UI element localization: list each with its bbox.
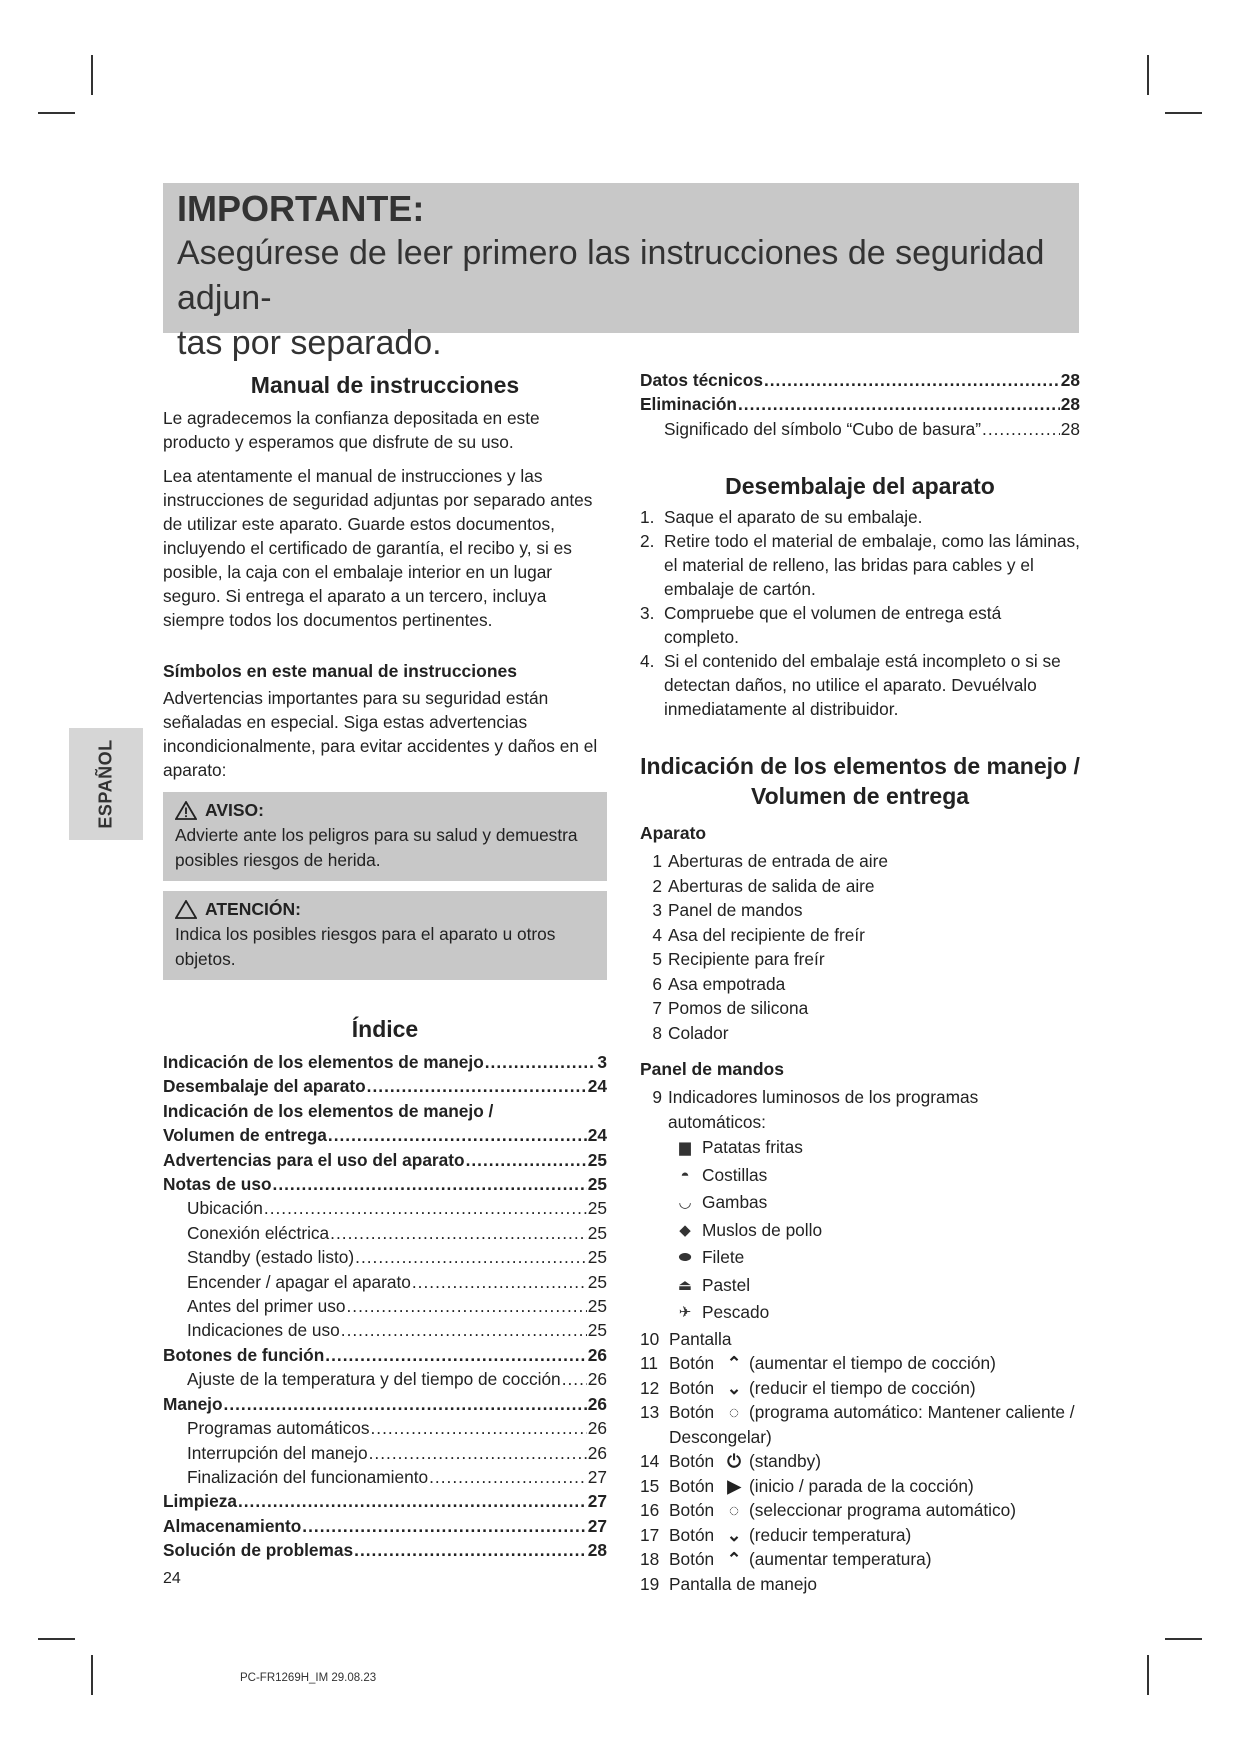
aviso-text: Advierte ante los peligros para su salud y demuestra posibles riesgos de herida. [175,825,578,870]
toc-leader-dots [367,1074,587,1098]
program-indicator [640,1134,1080,1162]
button-word: Botón [669,1402,715,1423]
toc-leader-dots [328,1123,587,1147]
panel-item [640,1572,1080,1597]
item-text: (programa automático: Mantener caliente / Descongelar) [669,1402,1075,1447]
item-text: (inicio / parada de la cocción) [748,1475,974,1496]
unpack-step-number: 2. [640,531,655,552]
elements-title-2: Volumen de entrega [750,783,970,810]
panel-item [640,1547,1080,1572]
cake-icon: ⏏ [677,1276,693,1294]
aparato-item [640,1021,1080,1046]
toc-entry [163,1123,607,1147]
unpack-step-number: 1. [640,507,655,528]
item-text: Pantalla [669,1328,732,1349]
elements-title-1: Indicación de los elementos de manejo / [640,753,1080,780]
atencion-box [163,891,607,980]
down-arrow-icon: ⌄ [726,1377,742,1398]
item-text: (aumentar temperatura) [748,1549,932,1570]
panel-item [640,1400,1080,1449]
toc-entry-label: Antes del primer uso [187,1296,346,1317]
toc-leader-dots [562,1367,587,1391]
banner-line-1: Asegúrese de leer primero las instrucciones de seguridad adjun- [177,234,1045,317]
item-text: (standby) [748,1451,822,1472]
button-word: Botón [669,1475,715,1496]
up-arrow-icon: ⌃ [726,1353,742,1374]
item-number: 16 [640,1500,660,1521]
warning-triangle-icon [175,801,197,820]
item-number: 4 [652,924,662,945]
unpack-step-text: Saque el aparato de su embalaje. [664,507,923,528]
toc-entry-page: 27 [587,1466,607,1487]
item-text: Recipiente para freír [668,949,825,970]
toc-leader-dots [354,1538,587,1562]
panel-item [640,1376,1080,1401]
toc-leader-dots [371,1416,587,1440]
toc-entry [640,392,1080,416]
toc-entry-page: 25 [587,1296,607,1317]
program-label: Muslos de pollo [702,1219,823,1240]
program-select-icon: ◌ [728,1500,740,1521]
toc-entry [640,417,1080,441]
toc-entry-label: Desembalaje del aparato [163,1076,366,1097]
program-indicator [640,1162,1080,1190]
toc-entry-label: Almacenamiento [163,1515,302,1536]
index-title: Índice [351,1016,419,1042]
left-column [163,370,607,1563]
toc-entry-page: 26 [587,1442,607,1463]
banner-line-2: tas por separado. [177,324,442,362]
toc-entry-label: Indicación de los elementos de manejo [163,1052,484,1072]
toc-entry [163,1392,607,1416]
aparato-title: Aparato [640,823,707,844]
toc-entry-label: Ubicación [187,1198,263,1219]
aparato-item [640,849,1080,874]
toc-entry [640,368,1080,392]
toc-entry [163,1367,607,1391]
atencion-title: ATENCIÓN: [205,899,301,919]
toc-entry-page: 26 [587,1369,607,1390]
unpack-title: Desembalaje del aparato [725,473,995,500]
toc-leader-dots [224,1392,587,1416]
item-number: 12 [640,1377,660,1398]
crop-mark [1165,112,1202,114]
toc-entry-label: Manejo [163,1393,223,1414]
aparato-item [640,947,1080,972]
language-tab-label: ESPAÑOL [95,739,116,829]
item-text: (seleccionar programa automático) [748,1500,1016,1521]
toc-entry-page: 28 [587,1540,607,1561]
toc-leader-dots [764,368,1060,392]
toc-entry-page: 24 [587,1076,607,1097]
toc-entry [163,1172,607,1196]
manual-title: Manual de instrucciones [250,372,520,398]
toc-entry [163,1441,607,1465]
panel-item [640,1474,1080,1499]
right-column [640,368,1080,1596]
item-text: Asa empotrada [668,973,786,994]
atencion-text: Indica los posibles riesgos para el aparato u otros objetos. [175,924,556,969]
unpack-steps [640,505,1080,721]
banner-title: IMPORTANTE: [177,188,425,229]
toc-entry-page: 27 [587,1491,607,1512]
language-tab [69,728,143,840]
unpack-step-text: Compruebe que el volumen de entrega está completo. [664,603,1002,648]
program-label: Costillas [702,1164,768,1185]
toc-entry [163,1074,607,1098]
item-number: 1 [652,851,662,872]
item-number: 19 [640,1573,660,1594]
button-word: Botón [669,1353,715,1374]
important-banner [163,183,1079,362]
aparato-item [640,874,1080,899]
program-label: Patatas fritas [702,1137,803,1158]
crop-mark [1147,55,1149,95]
toc-entry [163,1343,607,1367]
intro-paragraph-2: Lea atentamente el manual de instrucciones y las instrucciones de seguridad adjuntas por separado antes de utilizar este aparato. Guarde estos documentos, incluyendo el certificado de garantía, el recibo y, si es posible, la caja con el embalaje interior en un lugar seguro. Si entrega el aparato a un tercero, incluya siempre todos los documentos pertinentes. [163,466,593,630]
toc-leader-dots [369,1441,587,1465]
toc-entry-page: 25 [587,1320,607,1341]
toc-entry [163,1099,607,1123]
toc-entry-label: Datos técnicos [640,370,763,390]
drumstick-icon: ◆ [679,1221,691,1239]
toc-leader-dots [355,1245,587,1269]
crop-mark [91,55,93,95]
item-text: Colador [668,1022,729,1043]
shrimp-icon: ◡ [678,1194,692,1212]
toc-entry [163,1489,607,1513]
toc-entry-page: 25 [587,1271,607,1292]
toc-entry-label: Standby (estado listo) [187,1247,355,1268]
button-word: Botón [669,1500,715,1521]
panel-title: Panel de mandos [640,1059,784,1080]
toc-entry-page: 25 [587,1174,607,1195]
toc-entry [163,1465,607,1489]
toc-entry-label: Significado del símbolo “Cubo de basura” [664,418,982,439]
toc-entry [163,1318,607,1342]
toc-entry-page: 26 [587,1393,607,1414]
toc-entry [163,1196,607,1220]
toc-leader-dots [330,1221,587,1245]
item-number: 17 [640,1524,660,1545]
item-number: 5 [652,949,662,970]
item-number: 18 [640,1549,660,1570]
toc-entry-label: Limpieza [163,1491,237,1512]
aviso-box [163,792,607,881]
item-number: 6 [652,973,662,994]
program-indicator [640,1272,1080,1300]
fries-icon: ▆ [679,1139,691,1157]
toc-leader-dots [429,1465,587,1489]
toc-leader-dots [264,1196,587,1220]
unpack-step [640,529,1080,601]
toc-entry-page: 25 [587,1149,607,1170]
toc-entry-label: Indicación de los elementos de manejo / [163,1100,494,1121]
toc-leader-dots [238,1489,587,1513]
program-label: Pastel [702,1274,751,1295]
toc-entry-label: Indicaciones de uso [187,1320,340,1341]
toc-entry [163,1270,607,1294]
aviso-title: AVISO: [205,800,264,820]
program-label: Filete [702,1247,745,1268]
table-of-contents [163,1050,607,1563]
toc-entry-page: 25 [587,1222,607,1243]
toc-leader-dots [325,1343,586,1367]
item-text: Pantalla de manejo [669,1573,817,1594]
crop-mark [91,1655,93,1695]
toc-entry-label: Botones de función [163,1344,325,1365]
item-text: (aumentar el tiempo de cocción) [748,1353,996,1374]
item-number: 2 [652,875,662,896]
crop-mark [38,1638,75,1640]
unpack-step-text: Si el contenido del embalaje está incompleto o si se detectan daños, no utilice el aparato. Devuélvalo inmediatamente al distribuidor. [664,651,1061,720]
symbols-title: Símbolos en este manual de instrucciones [163,661,517,681]
program-indicator [640,1189,1080,1217]
button-word: Botón [669,1524,715,1545]
toc-entry-page: 25 [587,1198,607,1219]
aparato-item [640,996,1080,1021]
toc-entry-page: 3 [597,1052,607,1072]
panel-item [640,1327,1080,1352]
item-text: Aberturas de entrada de aire [668,851,888,872]
toc-entry-label: Programas automáticos [187,1418,370,1439]
unpack-step-number: 3. [640,603,655,624]
toc-entry-label: Interrupción del manejo [187,1442,368,1463]
unpack-step [640,601,1080,649]
toc-entry-label: Volumen de entrega [163,1125,327,1146]
toc-entry-label: Solución de problemas [163,1540,354,1561]
item-number: 15 [640,1475,660,1496]
toc-entry-label: Ajuste de la temperatura y del tiempo de cocción [187,1369,561,1390]
crop-mark [1165,1638,1202,1640]
standby-icon: ⏻ [727,1451,741,1472]
unpack-step [640,649,1080,721]
item-text: Pomos de silicona [668,998,809,1019]
item-text: Aberturas de salida de aire [668,875,875,896]
toc-entry [163,1538,607,1562]
ribs-icon: ◓ [680,1166,690,1184]
page-number: 24 [163,1570,181,1587]
toc-leader-dots [982,417,1060,441]
item-text: (reducir temperatura) [748,1524,912,1545]
item-number: 10 [640,1328,660,1349]
unpack-step-number: 4. [640,651,655,672]
aparato-item [640,898,1080,923]
steak-icon: ⬬ [678,1249,692,1267]
toc-leader-dots [347,1294,587,1318]
panel-item [640,1498,1080,1523]
table-of-contents-continued [640,368,1080,441]
toc-entry [163,1148,607,1172]
program-indicator [640,1217,1080,1245]
temp-up-icon: ⌃ [726,1549,742,1570]
unpack-step [640,505,1080,529]
toc-entry-page: 28 [1060,394,1080,415]
toc-entry-label: Encender / apagar el aparato [187,1271,411,1292]
footer-code: PC-FR1269H_IM 29.08.23 [240,1672,377,1684]
fish-icon: ✈ [678,1304,692,1322]
crop-mark [1147,1655,1149,1695]
program-label: Pescado [702,1302,770,1323]
toc-entry [163,1514,607,1538]
item-text: Asa del recipiente de freír [668,924,865,945]
toc-leader-dots [466,1148,587,1172]
toc-entry [163,1245,607,1269]
temp-down-icon: ⌄ [726,1524,742,1545]
toc-entry-label: Eliminación [640,394,737,415]
toc-entry-label: Advertencias para el uso del aparato [163,1149,465,1170]
program-label: Gambas [702,1192,768,1213]
item-number: 8 [652,1022,662,1043]
button-word: Botón [669,1377,715,1398]
toc-leader-dots [738,392,1060,416]
toc-entry-page: 28 [1060,418,1080,439]
aparato-item [640,923,1080,948]
symbols-text: Advertencias importantes para su seguridad están señaladas en especial. Siga estas advertencias incondicionalmente, para evitar accidentes y daños en el aparato: [163,688,598,780]
item-number: 14 [640,1451,660,1472]
toc-entry-label: Conexión eléctrica [187,1222,330,1243]
button-word: Botón [669,1451,715,1472]
panel-item-9: 9 Indicadores luminosos de los programas automáticos: [652,1087,979,1132]
toc-entry [163,1221,607,1245]
caution-triangle-icon [175,900,197,919]
item-number: 7 [652,998,662,1019]
panel-item [640,1351,1080,1376]
toc-leader-dots [412,1270,587,1294]
toc-entry [163,1050,607,1074]
toc-entry [163,1416,607,1440]
toc-leader-dots [341,1318,587,1342]
program-indicator [640,1244,1080,1272]
toc-entry-label: Notas de uso [163,1174,272,1195]
panel-item [640,1449,1080,1474]
panel-item [640,1523,1080,1548]
program-indicators [640,1134,1080,1327]
toc-entry-page: 26 [587,1344,607,1365]
toc-entry-label: Finalización del funcionamiento [187,1466,429,1487]
button-word: Botón [669,1549,715,1570]
item-text: Panel de mandos [668,900,803,921]
item-number: 13 [640,1402,660,1423]
toc-leader-dots [273,1172,587,1196]
unpack-step-text: Retire todo el material de embalaje, como las láminas, el material de relleno, las bridas para cables y el embalaje de cartón. [664,531,1080,600]
toc-entry [163,1294,607,1318]
item-number: 3 [652,900,662,921]
play-pause-icon: ▶ [727,1475,741,1496]
program-indicator [640,1299,1080,1327]
keep-warm-icon: ◌ [728,1402,740,1423]
intro-paragraph-1: Le agradecemos la confianza depositada en este producto y esperamos que disfrute de su uso. [163,408,540,452]
aparato-item [640,972,1080,997]
toc-leader-dots [302,1514,586,1538]
toc-leader-dots [485,1050,597,1074]
item-text: (reducir el tiempo de cocción) [748,1377,976,1398]
crop-mark [38,112,75,114]
item-number: 11 [640,1353,658,1374]
toc-entry-page: 24 [587,1125,607,1146]
toc-entry-page: 28 [1060,370,1080,390]
toc-entry-page: 26 [587,1418,607,1439]
panel-items [640,1327,1080,1597]
aparato-items [640,849,1080,1045]
toc-entry-page: 27 [587,1515,607,1536]
toc-entry-page: 25 [587,1247,607,1268]
